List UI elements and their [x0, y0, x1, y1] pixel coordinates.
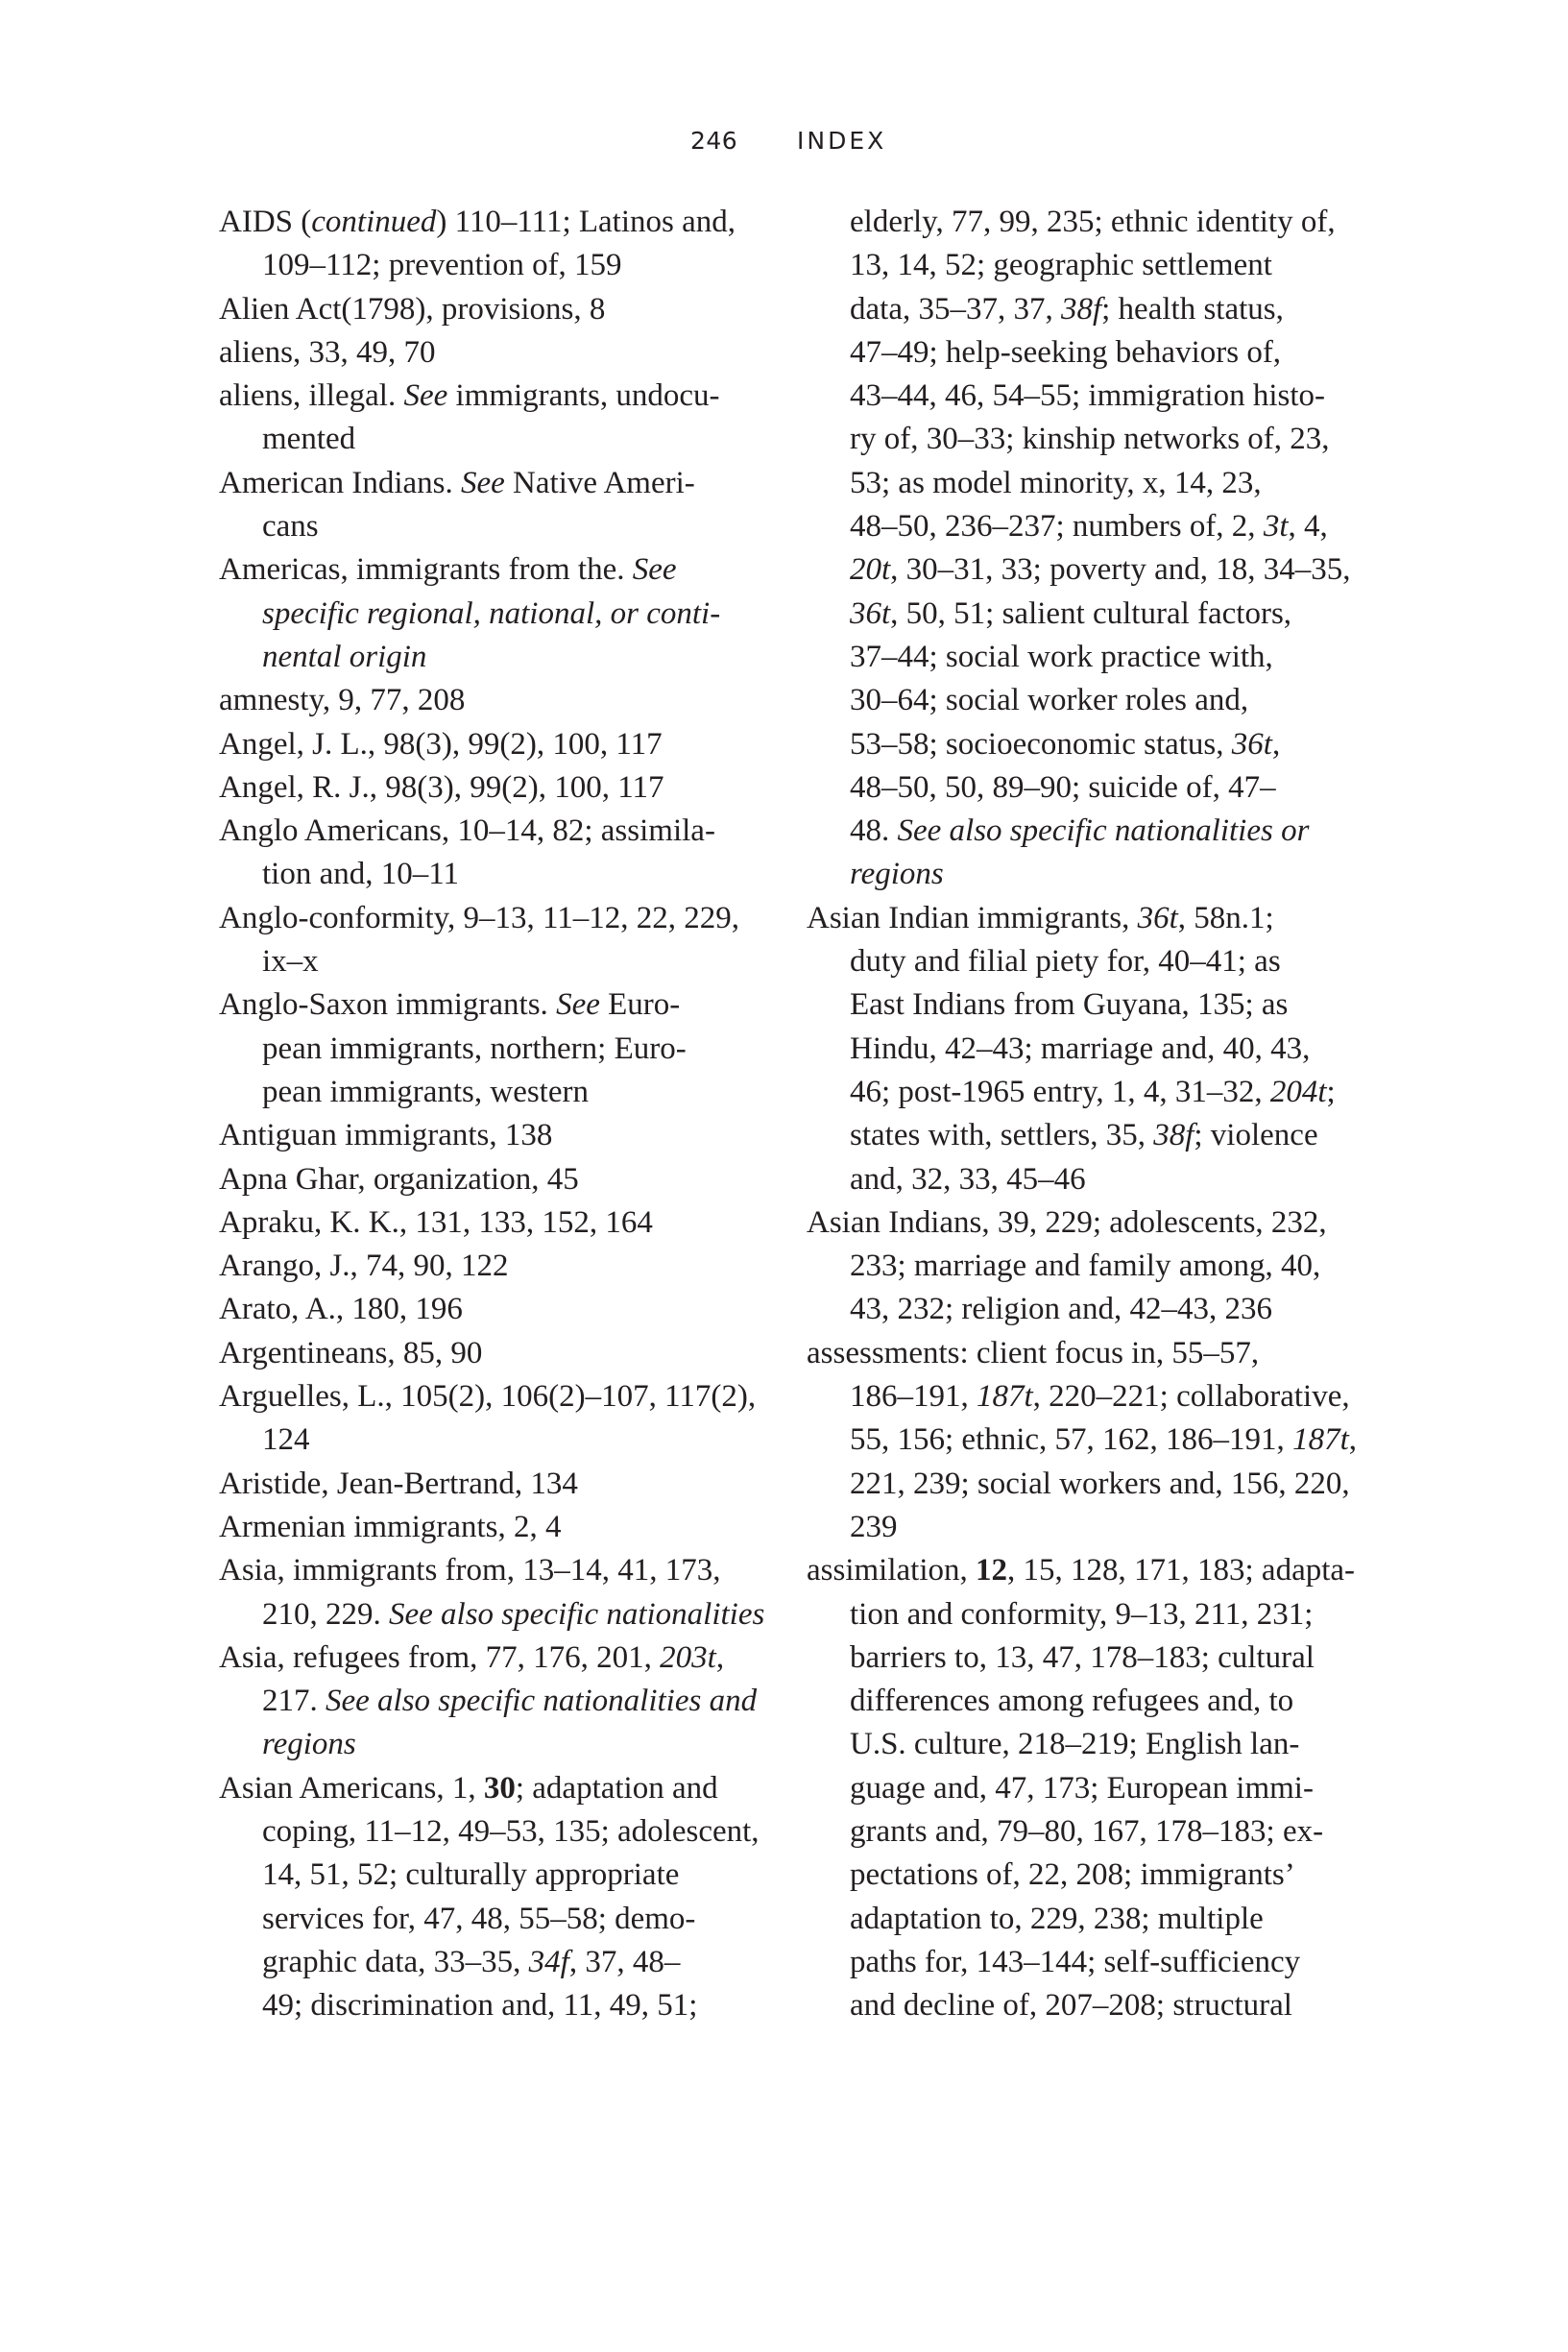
index-entry-heading-line	[219, 1288, 795, 1331]
text-run: 221, 239; social workers and, 156, 220,	[850, 1466, 1350, 1501]
index-line-continuation	[807, 1375, 1383, 1418]
index-line-continuation	[807, 1723, 1383, 1766]
index-line-continuation	[807, 1767, 1383, 1810]
index-line-continuation	[807, 201, 1383, 244]
italic-text: See	[403, 378, 448, 414]
index-line-continuation	[807, 1984, 1383, 2027]
index-line-continuation	[219, 1680, 795, 1723]
index-entry-heading-line	[219, 1375, 795, 1418]
index-line-continuation	[807, 1854, 1383, 1897]
text-run: Anglo Americans, 10–14, 82; assimila-	[219, 813, 715, 849]
index-entry-heading-line	[219, 375, 795, 418]
italic-text: 34f	[528, 1944, 569, 1979]
text-run: 186–191,	[850, 1379, 977, 1415]
text-run: 53; as model minority, x, 14, 23,	[850, 465, 1262, 500]
text-run: Hindu, 42–43; marriage and, 40, 43,	[850, 1031, 1311, 1066]
index-line-continuation	[219, 1941, 795, 1984]
text-run: grants and, 79–80, 167, 178–183; ex-	[850, 1813, 1324, 1849]
index-entry-heading-line	[219, 766, 795, 810]
index-column-left	[219, 201, 795, 2027]
text-run: 49; discrimination and, 11, 49, 51;	[262, 1988, 698, 2024]
text-run: ;	[1326, 1074, 1336, 1109]
index-line-continuation	[219, 1593, 795, 1637]
index-line-continuation	[807, 1028, 1383, 1071]
italic-text: See	[461, 465, 505, 500]
text-run: Asian Indians, 39, 229; adolescents, 232,	[807, 1204, 1327, 1240]
index-line-continuation	[807, 1158, 1383, 1201]
text-run: 37–44; social work practice with,	[850, 639, 1273, 674]
index-line-continuation	[219, 1854, 795, 1897]
index-line-continuation	[807, 1810, 1383, 1854]
index-entry-heading-line	[219, 201, 795, 244]
text-run: paths for, 143–144; self-sufficiency	[850, 1944, 1301, 1979]
text-run: immigrants, undocu-	[447, 378, 720, 414]
index-line-continuation	[807, 636, 1383, 679]
index-line-continuation	[807, 1418, 1383, 1462]
index-entry-heading-line	[219, 331, 795, 375]
index-line-continuation	[807, 331, 1383, 375]
text-run: 124	[262, 1422, 310, 1458]
text-run: Anglo-Saxon immigrants.	[219, 987, 557, 1023]
index-line-continuation	[219, 636, 795, 679]
text-run: East Indians from Guyana, 135; as	[850, 987, 1289, 1023]
italic-text: See	[556, 987, 600, 1023]
text-run: Asian Americans, 1,	[219, 1770, 484, 1806]
index-line-continuation	[219, 593, 795, 636]
text-run: AIDS (	[219, 205, 312, 239]
index-entry-heading-line	[219, 679, 795, 722]
index-line-continuation	[807, 940, 1383, 983]
text-run: American Indians.	[219, 465, 461, 500]
index-line-continuation	[219, 1898, 795, 1941]
index-entry-heading-line	[219, 983, 795, 1027]
index-line-continuation	[219, 244, 795, 287]
text-run: mented	[262, 422, 356, 457]
italic-text: 203t	[660, 1639, 716, 1675]
italic-text: 38f	[1060, 291, 1102, 327]
text-run: , 30–31, 33; poverty and, 18, 34–35,	[890, 552, 1351, 588]
italic-text: nental origin	[262, 639, 427, 674]
text-run: barriers to, 13, 47, 178–183; cultural	[850, 1639, 1315, 1675]
index-line-continuation	[807, 1680, 1383, 1723]
text-run: 233; marriage and family among, 40,	[850, 1249, 1321, 1284]
italic-text: See	[632, 552, 677, 588]
index-entry-heading-line	[807, 1201, 1383, 1245]
text-run: 48.	[850, 813, 898, 849]
text-run: coping, 11–12, 49–53, 135; adolescent,	[262, 1813, 760, 1849]
index-entry-heading-line	[219, 548, 795, 592]
text-run: Arguelles, L., 105(2), 106(2)–107, 117(2),	[219, 1379, 757, 1415]
text-run: ry of, 30–33; kinship networks of, 23,	[850, 422, 1330, 457]
italic-text: regions	[850, 857, 944, 892]
index-line-continuation	[219, 1810, 795, 1854]
index-line-continuation	[219, 418, 795, 461]
index-line-continuation	[807, 983, 1383, 1027]
index-line-continuation	[807, 593, 1383, 636]
text-run: Arango, J., 74, 90, 122	[219, 1249, 509, 1284]
index-entry-heading-line	[219, 723, 795, 766]
text-run: assessments: client focus in, 55–57,	[807, 1335, 1260, 1370]
text-run: Apna Ghar, organization, 45	[219, 1161, 579, 1197]
text-run: pean immigrants, western	[262, 1074, 589, 1109]
index-entry-heading-line	[219, 1463, 795, 1506]
section-title: INDEX	[797, 127, 887, 155]
index-entry-heading-line	[219, 1201, 795, 1245]
text-run: 46; post-1965 entry, 1, 4, 31–32,	[850, 1074, 1270, 1109]
index-line-continuation	[807, 1593, 1383, 1637]
index-line-continuation	[219, 1028, 795, 1071]
text-run: pean immigrants, northern; Euro-	[262, 1031, 687, 1066]
index-line-continuation	[807, 1463, 1383, 1506]
italic-text: regions	[262, 1727, 356, 1762]
text-run: Antiguan immigrants, 138	[219, 1118, 553, 1153]
italic-text: specific regional, national, or conti-	[262, 595, 721, 631]
index-line-continuation	[807, 1637, 1383, 1680]
index-line-continuation	[807, 1071, 1383, 1114]
page-number: 246	[690, 127, 738, 155]
text-run: Armenian immigrants, 2, 4	[219, 1509, 562, 1544]
text-run: elderly, 77, 99, 235; ethnic identity of,	[850, 205, 1336, 239]
text-run: 14, 51, 52; culturally appropriate	[262, 1857, 680, 1893]
text-run: 43, 232; religion and, 42–43, 236	[850, 1292, 1272, 1327]
index-line-continuation	[807, 1288, 1383, 1331]
italic-text: 20t	[850, 552, 891, 588]
italic-text: 36t	[1231, 726, 1272, 762]
text-run: ) 110–111; Latinos and,	[436, 205, 736, 239]
text-run: services for, 47, 48, 55–58; demo-	[262, 1901, 696, 1936]
text-run: , 15, 128, 171, 183; adapta-	[1007, 1553, 1356, 1588]
text-run: 48–50, 236–237; numbers of, 2,	[850, 509, 1264, 545]
text-run: 210, 229.	[262, 1596, 389, 1632]
italic-text: See also specific nationalities and	[326, 1684, 758, 1719]
text-run: data, 35–37, 37,	[850, 291, 1061, 327]
text-run: Anglo-conformity, 9–13, 11–12, 22, 229,	[219, 900, 740, 935]
italic-text: 36t	[1137, 900, 1178, 935]
index-line-continuation	[807, 288, 1383, 331]
index-entry-heading-line	[807, 1549, 1383, 1592]
italic-text: See also specific nationalities or	[897, 813, 1310, 849]
text-run: aliens, illegal.	[219, 378, 404, 414]
text-run: Americas, immigrants from the.	[219, 552, 633, 588]
index-line-continuation	[807, 1245, 1383, 1288]
index-line-continuation	[219, 1418, 795, 1462]
text-run: Angel, R. J., 98(3), 99(2), 100, 117	[219, 769, 664, 805]
text-run: 43–44, 46, 54–55; immigration histo-	[850, 378, 1325, 414]
index-line-continuation	[807, 679, 1383, 722]
index-line-continuation	[807, 853, 1383, 896]
index-entry-heading-line	[219, 1767, 795, 1810]
index-column-right	[807, 201, 1383, 2027]
index-line-continuation	[807, 1898, 1383, 1941]
running-head	[0, 125, 1568, 158]
text-run: Aristide, Jean-Bertrand, 134	[219, 1466, 578, 1501]
index-line-continuation	[219, 1984, 795, 2027]
index-line-continuation	[219, 1071, 795, 1114]
index-entry-heading-line	[219, 1506, 795, 1549]
text-run: graphic data, 33–35,	[262, 1944, 529, 1979]
index-line-continuation	[219, 1723, 795, 1766]
text-run: 13, 14, 52; geographic settlement	[850, 248, 1272, 283]
index-entry-heading-line	[219, 1637, 795, 1680]
index-entry-heading-line	[219, 1549, 795, 1592]
text-run: , 58n.1;	[1177, 900, 1274, 935]
index-entry-heading-line	[219, 897, 795, 940]
text-run: 217.	[262, 1684, 326, 1719]
index-line-continuation	[219, 505, 795, 548]
text-run: 55, 156; ethnic, 57, 162, 186–191,	[850, 1422, 1293, 1458]
text-run: 53–58; socioeconomic status,	[850, 726, 1232, 762]
index-line-continuation	[807, 462, 1383, 505]
text-run: duty and filial piety for, 40–41; as	[850, 944, 1281, 980]
index-line-continuation	[807, 1941, 1383, 1984]
italic-text: 204t	[1269, 1074, 1327, 1109]
index-line-continuation	[807, 723, 1383, 766]
index-entry-heading-line	[219, 810, 795, 853]
index-line-continuation	[807, 375, 1383, 418]
text-run: and, 32, 33, 45–46	[850, 1161, 1086, 1197]
text-run: ,	[1348, 1422, 1357, 1458]
text-run: , 37, 48–	[568, 1944, 681, 1979]
text-run: ; health status,	[1101, 291, 1284, 327]
text-run: U.S. culture, 218–219; English lan-	[850, 1727, 1300, 1762]
index-line-continuation	[807, 418, 1383, 461]
bold-page-ref: 30	[483, 1770, 516, 1806]
italic-text: See also specific nationalities	[389, 1596, 765, 1632]
text-run: assimilation,	[807, 1553, 976, 1588]
index-line-continuation	[807, 1114, 1383, 1157]
italic-text: continued	[311, 205, 437, 239]
index-entry-heading-line	[807, 897, 1383, 940]
text-run: Asia, immigrants from, 13–14, 41, 173,	[219, 1553, 721, 1588]
index-line-continuation	[807, 810, 1383, 853]
index-entry-heading-line	[807, 1332, 1383, 1375]
text-run: cans	[262, 509, 319, 545]
text-run: 239	[850, 1509, 898, 1544]
index-line-continuation	[807, 1506, 1383, 1549]
index-entry-heading-line	[219, 1158, 795, 1201]
index-entry-heading-line	[219, 1114, 795, 1157]
text-run: Asian Indian immigrants,	[807, 900, 1138, 935]
text-run: ,	[1271, 726, 1281, 762]
text-run: tion and conformity, 9–13, 211, 231;	[850, 1596, 1314, 1632]
index-line-continuation	[219, 940, 795, 983]
text-run: Asia, refugees from, 77, 176, 201,	[219, 1639, 661, 1675]
text-run: ,	[715, 1639, 725, 1675]
text-run: adaptation to, 229, 238; multiple	[850, 1901, 1264, 1936]
text-run: guage and, 47, 173; European immi-	[850, 1770, 1314, 1806]
index-line-continuation	[807, 505, 1383, 548]
text-run: ; adaptation and	[515, 1770, 718, 1806]
italic-text: 187t	[977, 1379, 1033, 1415]
text-run: amnesty, 9, 77, 208	[219, 683, 466, 718]
index-line-continuation	[807, 766, 1383, 810]
text-run: Arato, A., 180, 196	[219, 1292, 463, 1327]
italic-text: 187t	[1292, 1422, 1349, 1458]
text-run: Apraku, K. K., 131, 133, 152, 164	[219, 1204, 653, 1240]
text-run: tion and, 10–11	[262, 857, 460, 892]
text-run: pectations of, 22, 208; immigrants’	[850, 1857, 1295, 1893]
text-run: , 220–221; collaborative,	[1032, 1379, 1350, 1415]
text-run: Angel, J. L., 98(3), 99(2), 100, 117	[219, 726, 663, 762]
text-run: aliens, 33, 49, 70	[219, 334, 436, 370]
italic-text: 38f	[1153, 1118, 1194, 1153]
text-run: ; violence	[1194, 1118, 1318, 1153]
index-entry-heading-line	[219, 1245, 795, 1288]
text-run: Native Ameri-	[504, 465, 695, 500]
text-run: ix–x	[262, 944, 319, 980]
index-entry-heading-line	[219, 288, 795, 331]
index-line-continuation	[219, 853, 795, 896]
index-entry-heading-line	[219, 462, 795, 505]
text-run: 30–64; social worker roles and,	[850, 683, 1249, 718]
text-run: , 4,	[1288, 509, 1328, 545]
index-entry-heading-line	[219, 1332, 795, 1375]
text-run: and decline of, 207–208; structural	[850, 1988, 1292, 2024]
text-run: states with, settlers, 35,	[850, 1118, 1154, 1153]
text-run: 109–112; prevention of, 159	[262, 248, 622, 283]
text-run: , 50, 51; salient cultural factors,	[890, 595, 1292, 631]
bold-page-ref: 12	[976, 1553, 1007, 1588]
italic-text: 36t	[850, 595, 891, 631]
italic-text: 3t	[1263, 509, 1289, 545]
text-run: Euro-	[599, 987, 681, 1023]
text-run: 48–50, 50, 89–90; suicide of, 47–	[850, 769, 1276, 805]
index-line-continuation	[807, 244, 1383, 287]
text-run: Alien Act(1798), provisions, 8	[219, 291, 606, 327]
text-run: Argentineans, 85, 90	[219, 1335, 483, 1370]
text-run: differences among refugees and, to	[850, 1684, 1294, 1719]
text-run: 47–49; help-seeking behaviors of,	[850, 334, 1282, 370]
index-line-continuation	[807, 548, 1383, 592]
